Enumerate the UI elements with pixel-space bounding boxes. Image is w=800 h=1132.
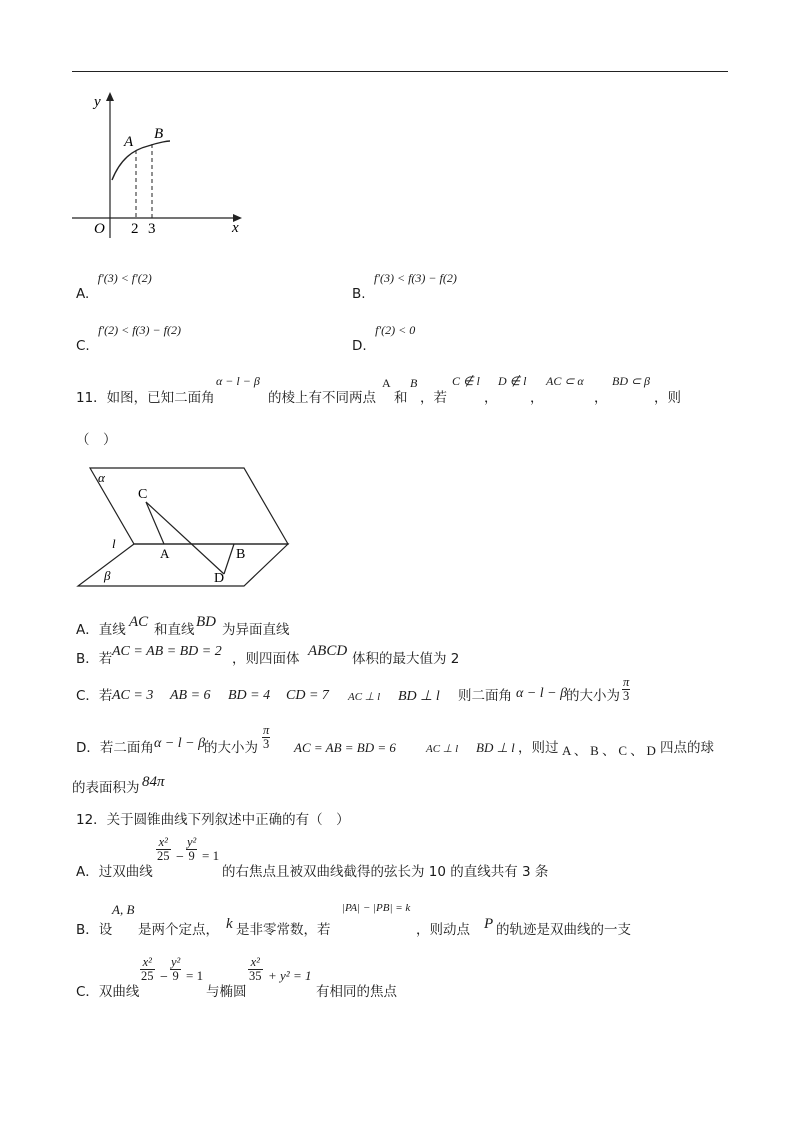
q12-stem: 12．关于圆锥曲线下列叙述中正确的有（ ） [76, 812, 350, 828]
fraction-x2-25-c: $\frac{\text{x²}}{25}$ [141, 955, 154, 984]
function-graph-figure [60, 88, 260, 248]
q11-option-d: D．若二面角 α − l − β 的大小为 $\frac{\pi}{3}$ AC = AB = BD = 6 AC ⊥ l BD ⊥ l ，则过 A 、 B 、 C 、 D 四点的球 [76, 723, 714, 758]
fraction-x2-35: $\frac{\text{x²}}{35}$ [249, 955, 262, 984]
q11-stem: 11．如图，已知二面角 α − l − β 的棱上有不同两点 A 和 B ，若 C ∉ l ， D ∉ l ， AC ⊂ α ， BD ⊂ β ，则 [76, 374, 681, 406]
pi-over-3-d: $\frac{\pi}{3}$ [263, 723, 270, 752]
q10-option-c: C. f′(2) < f(3) − f(2) [76, 323, 181, 354]
q12-option-c: C．双曲线 $\frac{\text{x²}}{25}$ − $\frac{\text{y²}}{9}$ = 1 与椭圆 $\frac{\text{x²}}{35}$ + y² = 1 有相同的焦点 [76, 955, 397, 1000]
header-rule [72, 71, 728, 72]
q12-option-b: B．设 A, B 是两个定点， k 是非零常数，若 |PA| − |PB| = k ，则动点 P 的轨迹是双曲线的一支 [76, 902, 631, 938]
tick-2-label: 2 [131, 221, 139, 237]
q11-answer-paren: （ ） [76, 432, 117, 448]
point-c-label: C [138, 487, 148, 502]
plane-alpha-label: α [98, 470, 105, 485]
fraction-x2-25: $\frac{\text{x²}}{25}$ [157, 835, 170, 864]
tick-3-label: 3 [148, 221, 156, 237]
point-b-label-fig: B [236, 547, 246, 562]
point-d-label: D [214, 571, 225, 586]
q11-option-c: C．若 AC = 3 AB = 6 BD = 4 CD = 7 AC ⊥ l BD ⊥ l 则二面角 α − l − β 的大小为 $\frac{\pi}{3}$ [76, 675, 630, 704]
x-axis-label: x [232, 220, 239, 236]
point-a-label: A [124, 134, 134, 150]
origin-label: O [94, 221, 105, 237]
fraction-y2-9: $\frac{\text{y²}}{9}$ [187, 835, 197, 864]
point-a-label-fig: A [160, 546, 170, 561]
q10-option-b: B. f′(3) < f(3) − f(2) [352, 271, 457, 302]
y-axis-label: y [94, 94, 101, 110]
q10-option-d: D. f′(2) < 0 [352, 323, 416, 354]
point-b-label: B [154, 126, 164, 142]
edge-l-label: l [112, 536, 116, 551]
q12-option-a: A．过双曲线 $\frac{\text{x²}}{25}$ − $\frac{\text{y²}}{9}$ = 1 的右焦点且被双曲线截得的弦长为 10 的直线共有 3 条 [76, 835, 549, 880]
q11-option-a: A．直线 AC 和直线 BD 为异面直线 [76, 614, 290, 638]
q10-option-a: A. f′(3) < f′(2) [76, 271, 152, 302]
q11-option-b: B．若 AC = AB = BD = 2 ，则四面体 ABCD 体积的最大值为 2 [76, 643, 460, 667]
fraction-y2-9-c: $\frac{\text{y²}}{9}$ [171, 955, 181, 984]
q11-option-d-line2: 的表面积为 84π [72, 774, 165, 796]
pi-over-3: $\frac{\pi}{3}$ [623, 675, 630, 704]
dihedral-angle-figure [74, 462, 294, 592]
plane-beta-label: β [104, 568, 111, 583]
